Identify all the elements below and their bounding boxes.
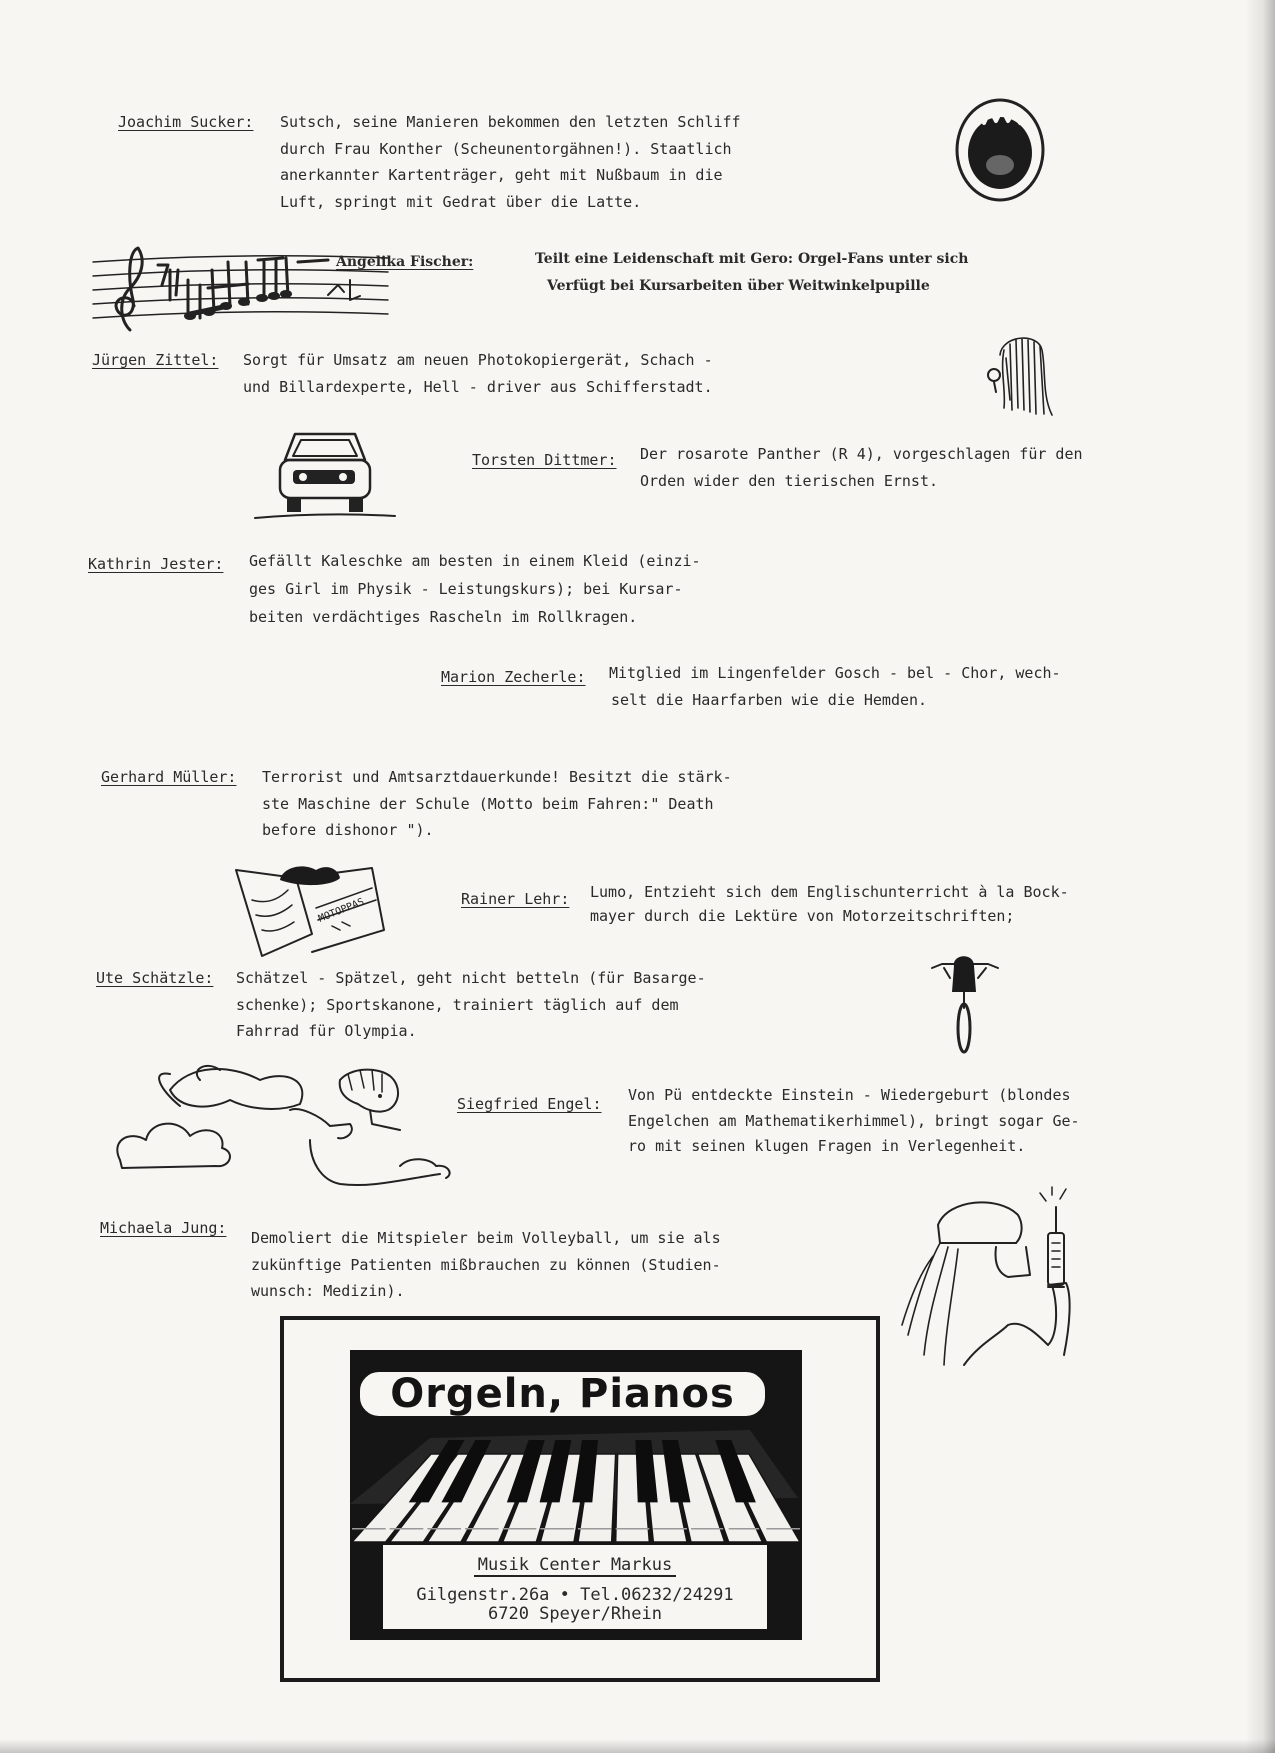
entry-text: Schätzel - Spätzel, geht nicht betteln (für Basarge- schenke); Sportskanone, trainiert täglich auf dem Fahrrad für Olympia.	[236, 969, 706, 1040]
yawning-face-drawing	[950, 95, 1050, 205]
key-front-edge	[540, 1528, 574, 1530]
entry-name: Gerhard Müller:	[101, 768, 237, 786]
key-front-edge	[427, 1528, 461, 1530]
car-drawing	[255, 428, 395, 523]
entry-name: Michaela Jung:	[100, 1219, 227, 1237]
company-address: Gilgenstr.26a • Tel.06232/24291 6720 Speyer/Rhein	[416, 1585, 734, 1624]
company-name: Musik Center Markus	[383, 1555, 767, 1575]
key-front-edge	[616, 1528, 650, 1530]
entry-text: Lumo, Entzieht sich dem Englischunterricht à la Bock- mayer durch die Lektüre von Motorzeitschriften;	[590, 883, 1069, 925]
entry-name: Torsten Dittmer:	[472, 451, 617, 469]
entry-text: Gefällt Kaleschke am besten in einem Kleid (einzi- ges Girl im Physik - Leistungskurs); bei Kursar- beiten verdächtiges Rascheln im Rollkragen.	[249, 552, 701, 626]
key-front-edge	[729, 1528, 763, 1530]
moped-label: MOTOPPAS	[317, 896, 366, 925]
angel-on-cloud-drawing	[110, 1060, 460, 1190]
page-bottom-shadow	[0, 1739, 1275, 1753]
surgeon-with-syringe-drawing	[888, 1185, 1118, 1385]
key-front-edge	[653, 1528, 687, 1530]
cyclist-drawing	[930, 948, 1000, 1056]
entry-text: Demoliert die Mitspieler beim Volleyball, um sie als zukünftige Patienten mißbrauchen zu können (Studien- wunsch: Medizin).	[251, 1229, 721, 1300]
entry-text: Mitglied im Lingenfelder Gosch - bel - Chor, wech- selt die Haarfarben wie die Hemden.	[609, 664, 1061, 709]
magazine-reader-drawing	[232, 860, 392, 960]
entry-text: Teilt eine Leidenschaft mit Gero: Orgel-Fans unter sich Verfügt bei Kursarbeiten über Weitwinkelpupille	[535, 251, 969, 294]
key-front-edge	[390, 1528, 424, 1530]
key-front-edge	[503, 1528, 537, 1530]
piano-keyboard-drawing	[350, 1418, 802, 1545]
key-front-edge	[465, 1528, 499, 1530]
entry-name: Jürgen Zittel:	[92, 351, 219, 369]
long-hair-head-drawing	[980, 330, 1060, 420]
page-edge-shadow	[1245, 0, 1275, 1753]
entry-text: Terrorist und Amtsarztdauerkunde! Besitzt die stärk- ste Maschine der Schule (Motto beim Fahren:" Death before dishonor ").	[262, 768, 732, 839]
entry-text: Der rosarote Panther (R 4), vorgeschlagen für den Orden wider den tierischen Ernst.	[640, 445, 1083, 490]
entry-name: Ute Schätzle:	[96, 969, 214, 987]
key-front-edge	[766, 1528, 800, 1530]
entry-name: Rainer Lehr:	[461, 890, 570, 908]
entry-name: Kathrin Jester:	[88, 555, 224, 573]
entry-name: Siegfried Engel:	[457, 1095, 602, 1113]
key-front-edge	[691, 1528, 725, 1530]
key-front-edge	[578, 1528, 612, 1530]
entry-text: Sutsch, seine Manieren bekommen den letzten Schliff durch Frau Konther (Scheunentorgähnen!). Staatlich anerkannter Kartenträger, geht mit Nußbaum in die Luft, springt mit Gedrat über die Latte.	[280, 113, 741, 211]
entry-name: Marion Zecherle:	[441, 668, 586, 686]
entry-text: Sorgt für Umsatz am neuen Photokopiergerät, Schach - und Billardexperte, Hell - driver aus Schifferstadt.	[243, 351, 713, 396]
key-front-edge	[352, 1528, 386, 1530]
advertisement-title: Orgeln, Pianos	[357, 1369, 768, 1419]
entry-name: Joachim Sucker:	[118, 113, 254, 131]
entry-text: Von Pü entdeckte Einstein - Wiedergeburt (blondes Engelchen am Mathematikerhimmel), bringt sogar Ge- ro mit seinen klugen Fragen in Verlegenheit.	[628, 1086, 1080, 1155]
advertisement-address-box	[383, 1545, 767, 1629]
entry-name: Angelika Fischer:	[336, 254, 474, 270]
